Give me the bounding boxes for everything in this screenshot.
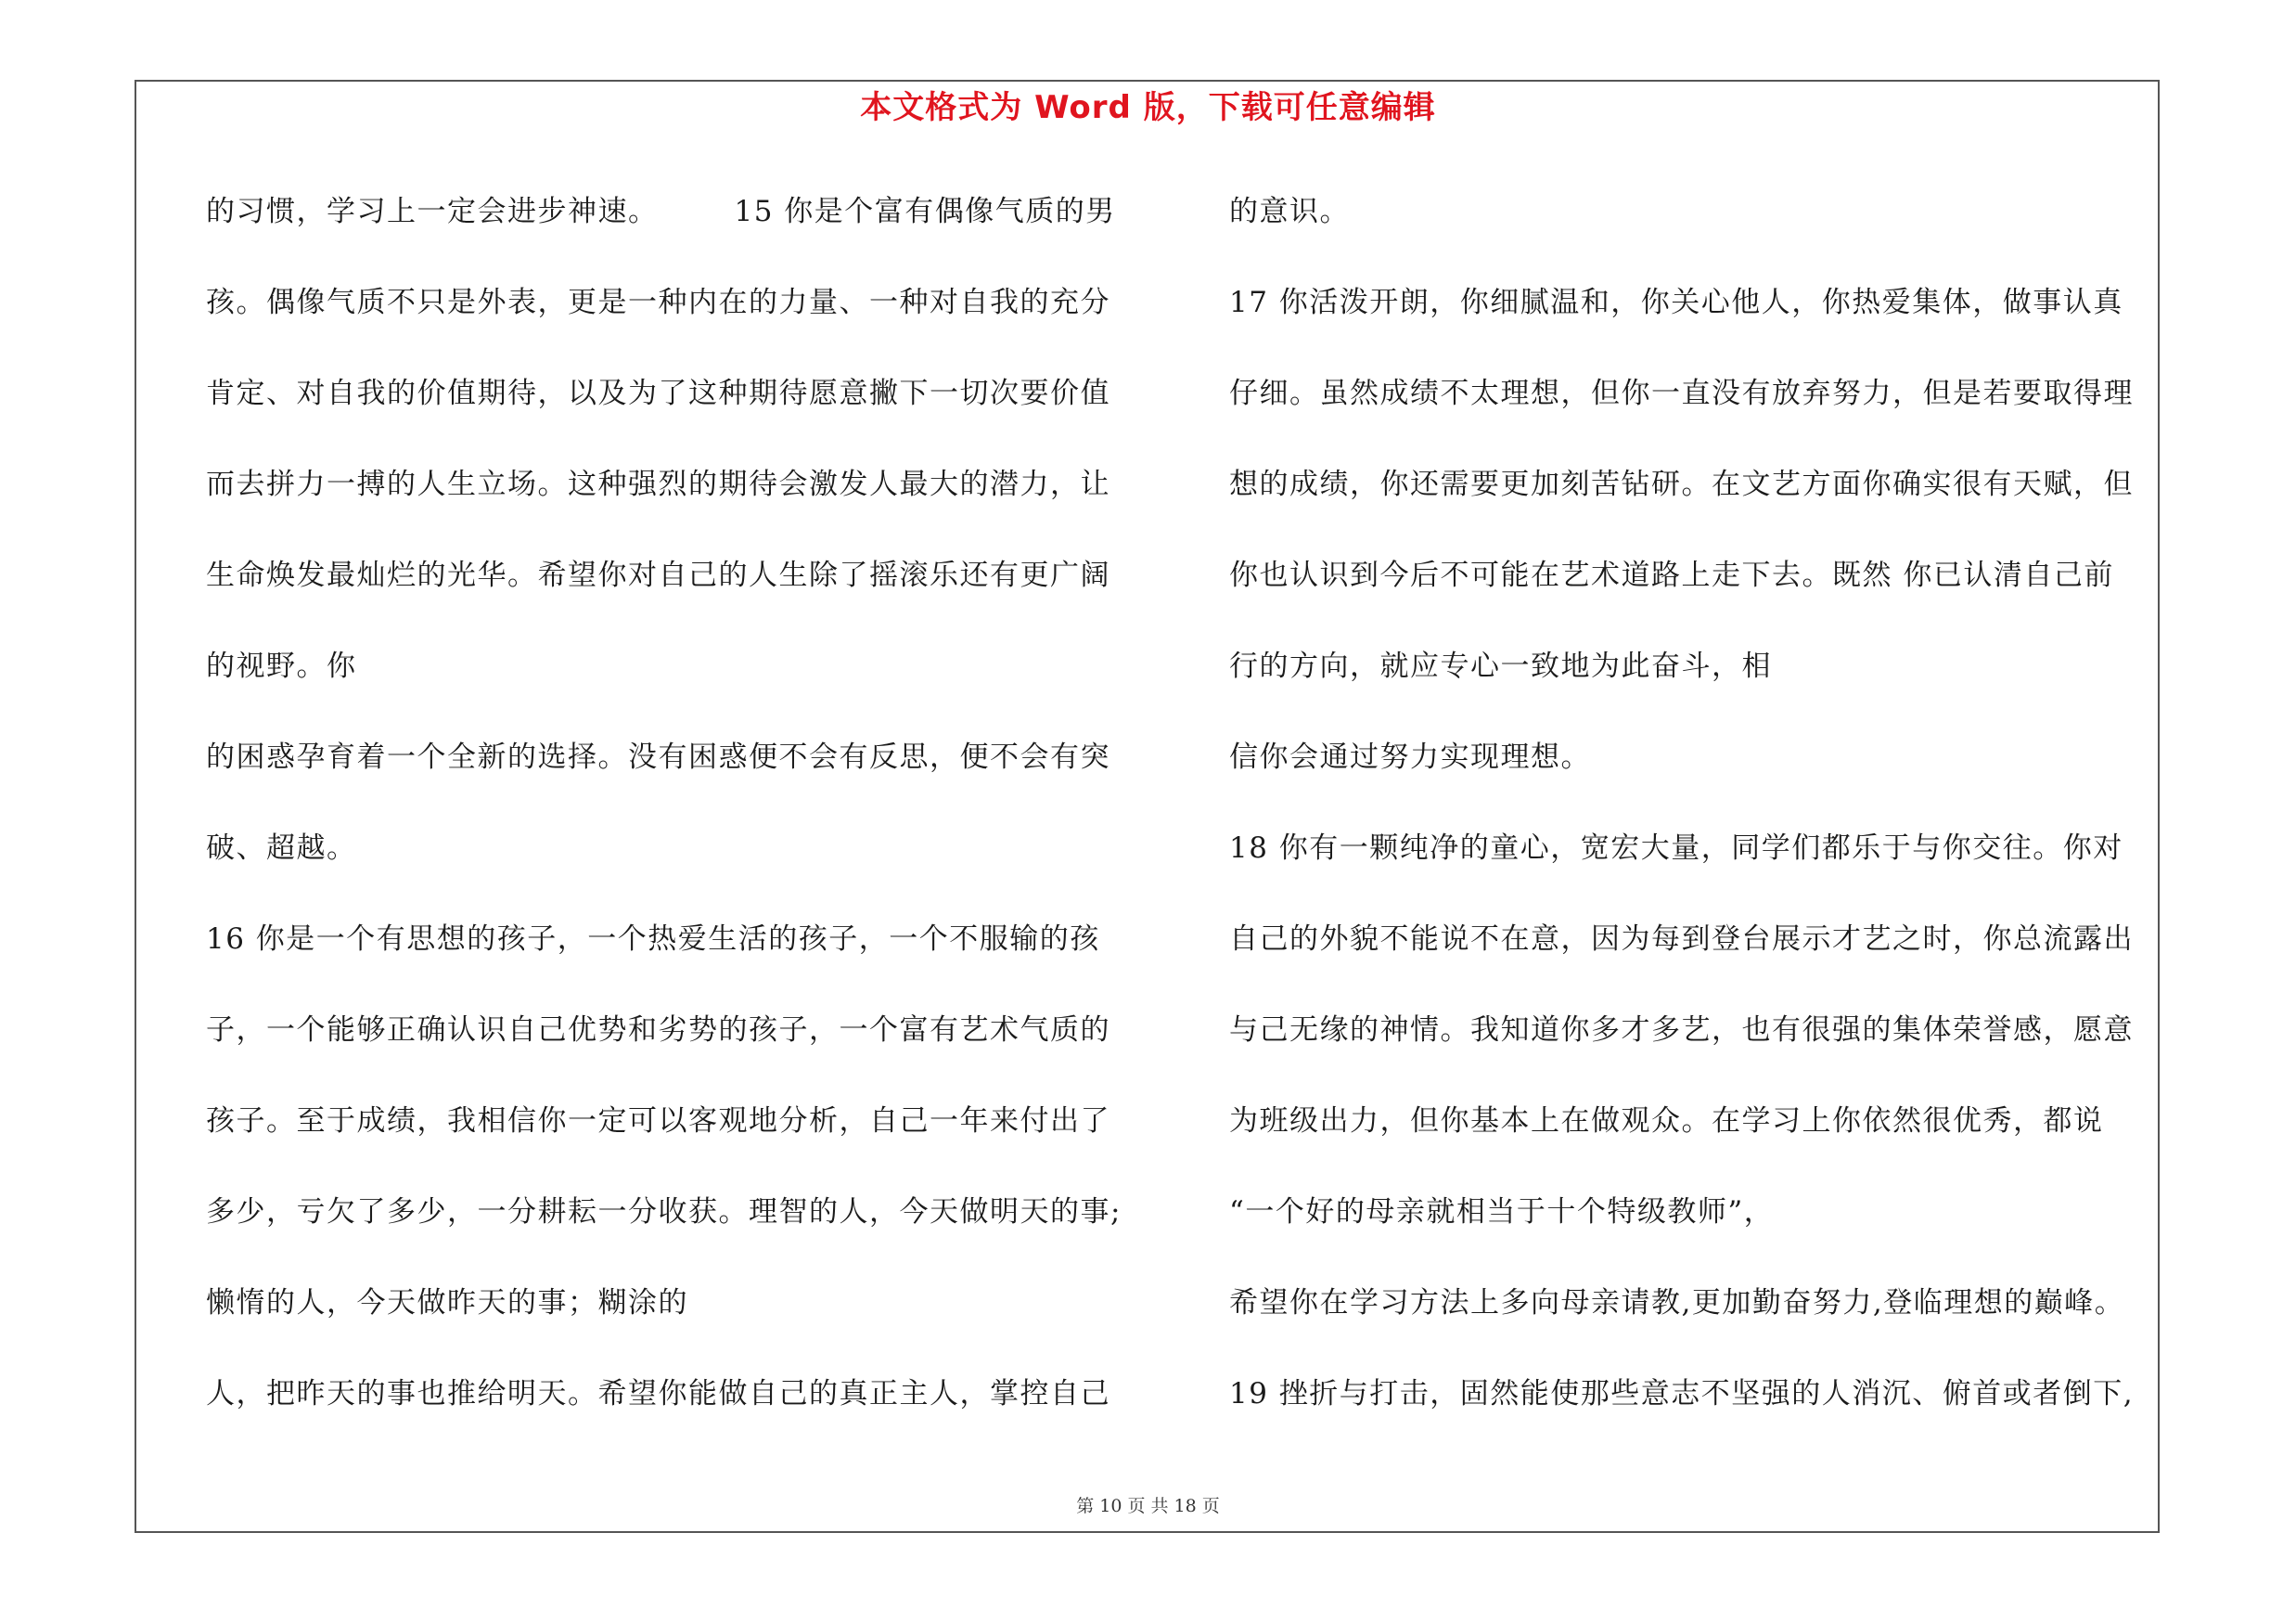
text-line: 行的方向，就应专心一致地为此奋斗，相	[1229, 650, 1772, 683]
text-line: 为班级出力，但你基本上在做观众。在学习上你依然很优秀，都说	[1229, 1104, 2104, 1138]
text-line: 与己无缘的神情。我知道你多才多艺，也有很强的集体荣誉感，愿意	[1229, 1013, 2134, 1047]
text-line: 人，把昨天的事也推给明天。希望你能做自己的真正主人，掌控自己	[206, 1377, 1110, 1410]
text-line: 多少，亏欠了多少，一分耕耘一分收获。理智的人，今天做明天的事;	[206, 1195, 1122, 1229]
right-text-column	[1229, 184, 2166, 1457]
text-line: 想的成绩，你还需要更加刻苦钻研。在文艺方面你确实很有天赋，但	[1229, 468, 2134, 501]
text-line: 孩子。至于成绩，我相信你一定可以客观地分析，自己一年来付出了	[206, 1104, 1110, 1138]
document-header-title: 本文格式为 Word 版，下载可任意编辑	[860, 89, 1436, 126]
page-number-footer: 第 10 页 共 18 页	[1076, 1496, 1220, 1516]
text-line: 18 你有一颗纯净的童心，宽宏大量，同学们都乐于与你交往。你对	[1229, 831, 2123, 865]
text-line: 17 你活泼开朗，你细腻温和，你关心他人，你热爱集体，做事认真	[1229, 286, 2123, 319]
text-line: 仔细。虽然成绩不太理想，但你一直没有放弃努力，但是若要取得理	[1229, 377, 2134, 410]
text-line: 的意识。	[1229, 195, 1350, 228]
text-line: 16 你是一个有思想的孩子，一个热爱生活的孩子，一个不服输的孩	[206, 922, 1100, 956]
text-line: 破、超越。	[206, 831, 357, 865]
text-line: 孩。偶像气质不只是外表，更是一种内在的力量、一种对自我的充分	[206, 286, 1110, 319]
text-line: 的困惑孕育着一个全新的选择。没有困惑便不会有反思，便不会有突	[206, 741, 1110, 774]
text-line: 懒惰的人，今天做昨天的事；糊涂的	[206, 1286, 688, 1320]
text-line: 而去拼力一搏的人生立场。这种强烈的期待会激发人最大的潜力，让	[206, 468, 1110, 501]
text-line: “一个好的母亲就相当于十个特级教师”，	[1229, 1195, 1775, 1229]
text-line: 肯定、对自我的价值期待，以及为了这种期待愿意撇下一切次要价值	[206, 377, 1110, 410]
text-line: 的视野。你	[206, 650, 357, 683]
text-line: 信你会通过努力实现理想。	[1229, 741, 1591, 774]
left-text-column	[206, 184, 1134, 1457]
text-line: 你也认识到今后不可能在艺术道路上走下去。既然 你已认清自己前	[1229, 559, 2114, 592]
text-line: 自己的外貌不能说不在意，因为每到登台展示才艺之时，你总流露出	[1229, 922, 2134, 956]
text-line: 的习惯，学习上一定会进步神速。 15 你是个富有偶像气质的男	[206, 195, 1116, 228]
text-line: 希望你在学习方法上多向母亲请教,更加勤奋努力,登临理想的巅峰。	[1229, 1286, 2125, 1320]
text-line: 生命焕发最灿烂的光华。希望你对自己的人生除了摇滚乐还有更广阔	[206, 559, 1110, 592]
text-line: 19 挫折与打击，固然能使那些意志不坚强的人消沉、俯首或者倒下,	[1229, 1377, 2135, 1410]
text-line: 子，一个能够正确认识自己优势和劣势的孩子，一个富有艺术气质的	[206, 1013, 1110, 1047]
